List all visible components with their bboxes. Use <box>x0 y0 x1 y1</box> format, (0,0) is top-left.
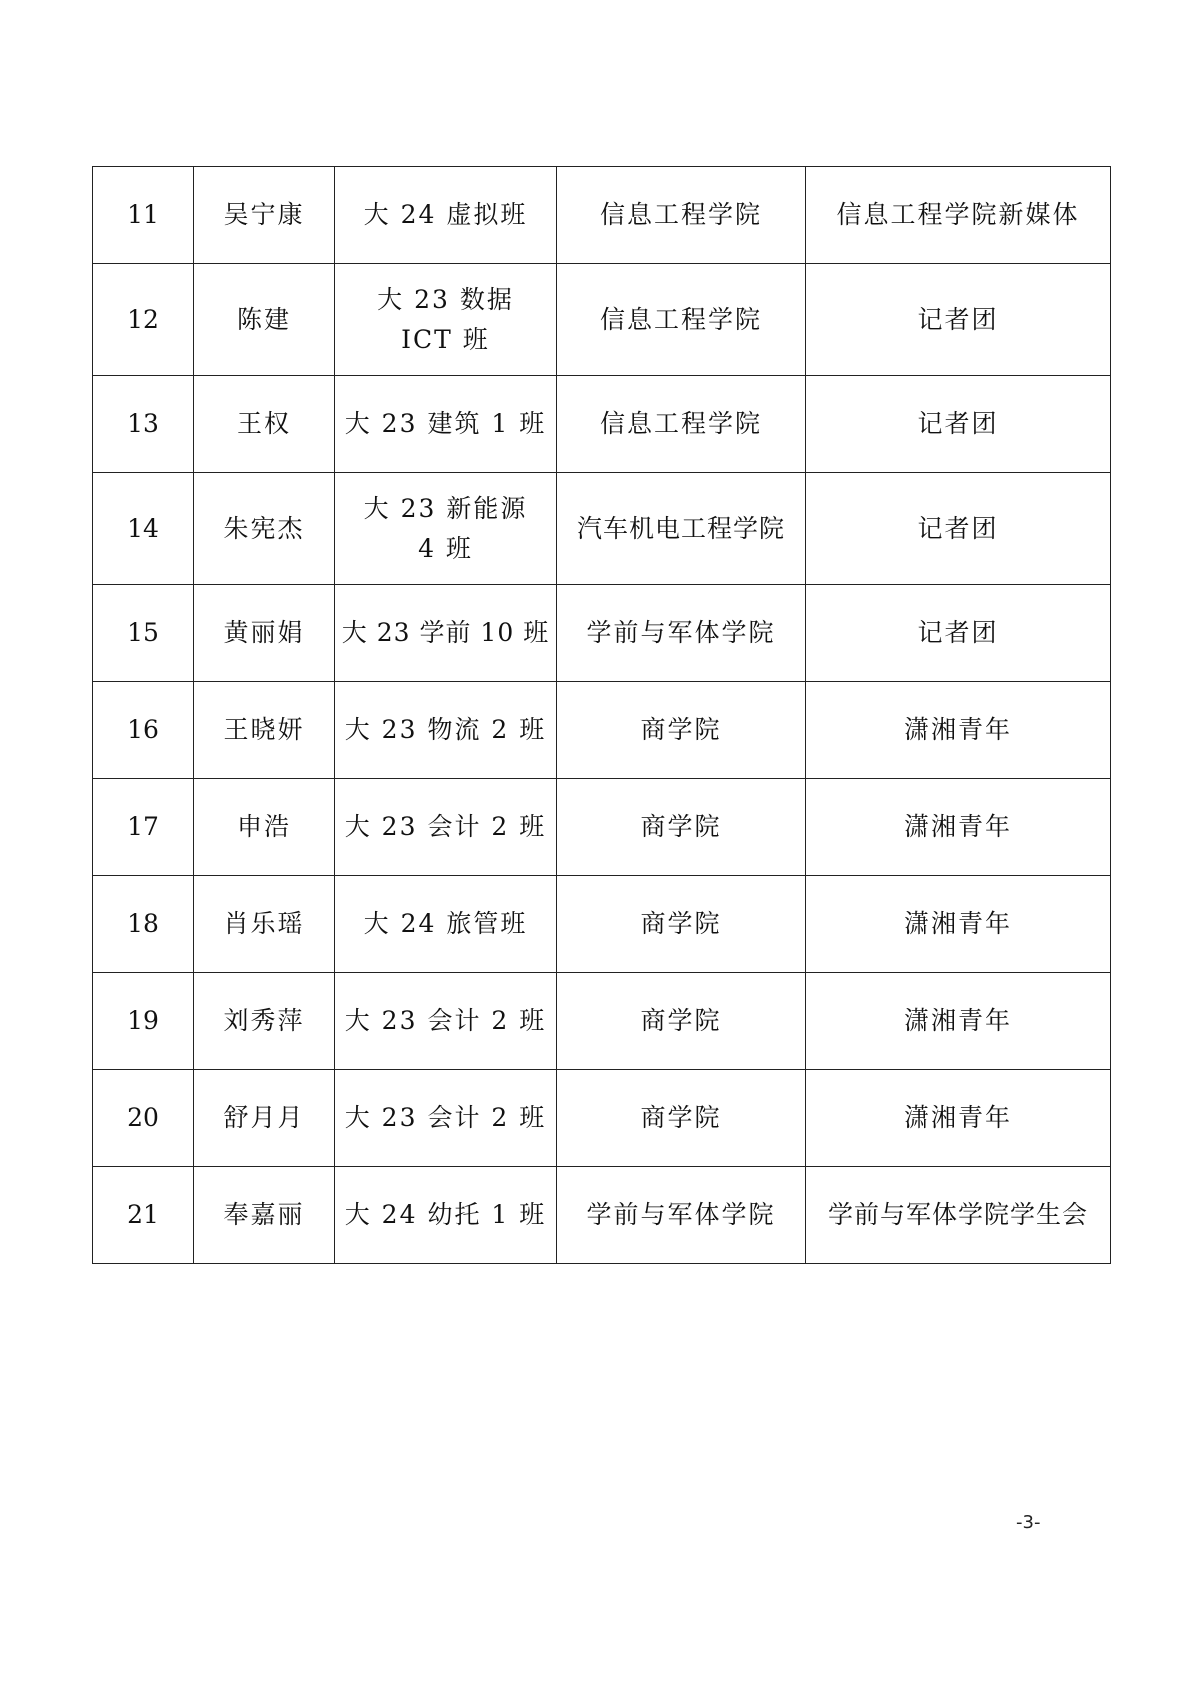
organization-name: 潇湘青年 <box>806 876 1111 973</box>
organization-name: 潇湘青年 <box>806 973 1111 1070</box>
class-name: 大 23 会计 2 班 <box>335 973 557 1070</box>
student-name: 吴宁康 <box>194 167 335 264</box>
table-row <box>93 973 1111 1070</box>
roster-table <box>92 166 1111 1264</box>
class-name: 大 23 建筑 1 班 <box>335 376 557 473</box>
row-number: 12 <box>93 264 194 376</box>
class-name: 大 23 学前 10 班 <box>335 585 557 682</box>
student-name: 王权 <box>194 376 335 473</box>
table-row <box>93 585 1111 682</box>
class-name: 大 23 新能源 4 班 <box>335 473 557 585</box>
row-number: 18 <box>93 876 194 973</box>
student-name: 舒月月 <box>194 1070 335 1167</box>
organization-name: 记者团 <box>806 473 1111 585</box>
college-name: 商学院 <box>557 973 806 1070</box>
row-number: 15 <box>93 585 194 682</box>
table-row <box>93 779 1111 876</box>
college-name: 信息工程学院 <box>557 376 806 473</box>
organization-name: 记者团 <box>806 585 1111 682</box>
row-number: 14 <box>93 473 194 585</box>
class-name: 大 23 物流 2 班 <box>335 682 557 779</box>
student-name: 奉嘉丽 <box>194 1167 335 1264</box>
organization-name: 潇湘青年 <box>806 779 1111 876</box>
table-row <box>93 682 1111 779</box>
college-name: 商学院 <box>557 1070 806 1167</box>
student-name: 陈建 <box>194 264 335 376</box>
organization-name: 潇湘青年 <box>806 1070 1111 1167</box>
class-name: 大 24 幼托 1 班 <box>335 1167 557 1264</box>
class-name: 大 23 数据 ICT 班 <box>335 264 557 376</box>
page-number: -3- <box>1016 1512 1041 1533</box>
class-name: 大 23 会计 2 班 <box>335 1070 557 1167</box>
organization-name: 记者团 <box>806 376 1111 473</box>
table-row <box>93 1070 1111 1167</box>
college-name: 汽车机电工程学院 <box>557 473 806 585</box>
table-row <box>93 473 1111 585</box>
student-name: 朱宪杰 <box>194 473 335 585</box>
table-row <box>93 876 1111 973</box>
organization-name: 潇湘青年 <box>806 682 1111 779</box>
college-name: 信息工程学院 <box>557 264 806 376</box>
student-name: 申浩 <box>194 779 335 876</box>
organization-name: 学前与军体学院学生会 <box>806 1167 1111 1264</box>
row-number: 11 <box>93 167 194 264</box>
college-name: 商学院 <box>557 779 806 876</box>
row-number: 17 <box>93 779 194 876</box>
row-number: 19 <box>93 973 194 1070</box>
row-number: 21 <box>93 1167 194 1264</box>
row-number: 16 <box>93 682 194 779</box>
college-name: 学前与军体学院 <box>557 1167 806 1264</box>
college-name: 商学院 <box>557 876 806 973</box>
table-row <box>93 167 1111 264</box>
college-name: 商学院 <box>557 682 806 779</box>
row-number: 13 <box>93 376 194 473</box>
student-name: 黄丽娟 <box>194 585 335 682</box>
table-row <box>93 1167 1111 1264</box>
organization-name: 信息工程学院新媒体 <box>806 167 1111 264</box>
student-name: 王晓妍 <box>194 682 335 779</box>
student-name: 刘秀萍 <box>194 973 335 1070</box>
table-row <box>93 264 1111 376</box>
table-row <box>93 376 1111 473</box>
college-name: 学前与军体学院 <box>557 585 806 682</box>
student-name: 肖乐瑶 <box>194 876 335 973</box>
organization-name: 记者团 <box>806 264 1111 376</box>
row-number: 20 <box>93 1070 194 1167</box>
class-name: 大 23 会计 2 班 <box>335 779 557 876</box>
class-name: 大 24 旅管班 <box>335 876 557 973</box>
class-name: 大 24 虚拟班 <box>335 167 557 264</box>
college-name: 信息工程学院 <box>557 167 806 264</box>
